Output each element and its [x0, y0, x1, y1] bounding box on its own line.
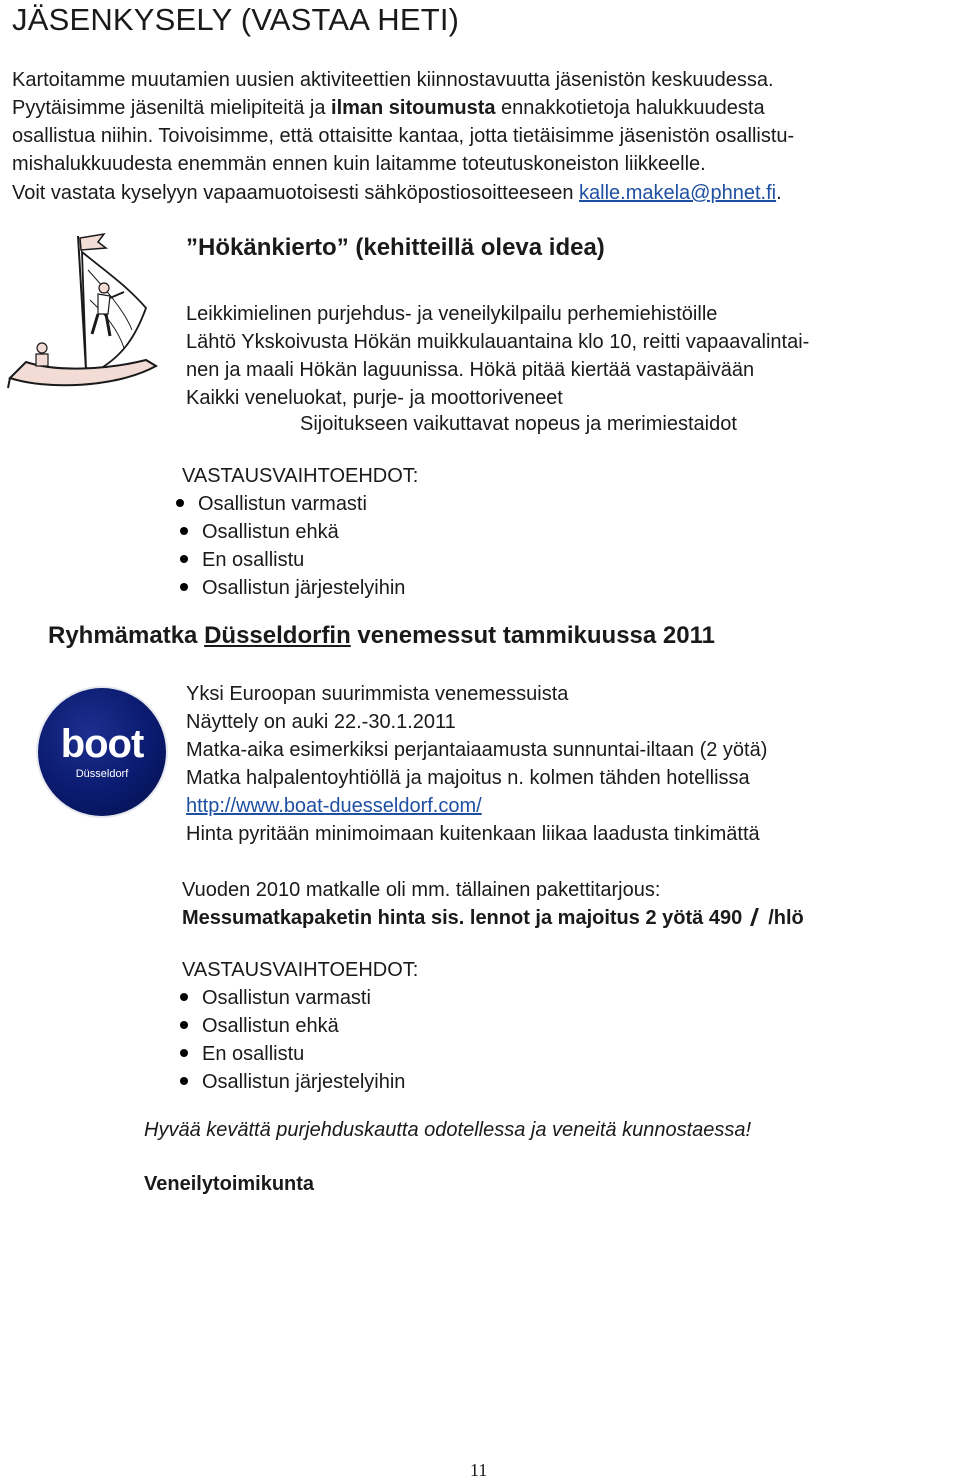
section1-line-3: nen ja maali Hökän laguunissa. Hökä pitää kiertää vastapäivään: [186, 359, 755, 381]
heading-underlined: Düsseldorfin: [204, 622, 351, 649]
options-label: VASTAUSVAIHTOEHDOT:: [182, 959, 419, 981]
list-item: [176, 984, 371, 1012]
section2-package-price: [182, 904, 804, 932]
sailboat-icon: [6, 230, 166, 395]
bullet-icon: [180, 555, 188, 563]
closing-greeting: Hyvää kevättä purjehduskautta odotellessa ja veneitä kunnostaessa!: [144, 1119, 752, 1141]
option-label: Osallistun varmasti: [202, 987, 371, 1009]
bullet-icon: [180, 583, 188, 591]
option-label: En osallistu: [202, 549, 305, 571]
euro-sign-missing-glyph: [750, 908, 760, 926]
list-item: [176, 1012, 339, 1040]
bullet-icon: [176, 499, 184, 507]
logo-sub: Düsseldorf: [75, 768, 129, 780]
option-label: Osallistun järjestelyihin: [202, 1071, 406, 1093]
list-item: [176, 546, 304, 574]
intro-line-4: mishalukkuudesta enemmän ennen kuin laitamme toteutuskoneiston liikkeelle.: [12, 153, 706, 175]
heading-tail: venemessut tammikuussa 2011: [350, 622, 715, 649]
intro-line-2-tail: ennakkotietoja halukkuudesta: [495, 97, 765, 119]
email-link[interactable]: kalle.makela@phnet.fi: [579, 182, 777, 204]
section2-line-4: Matka halpalentoyhtiöllä ja majoitus n. kolmen tähden hotellissa: [186, 767, 750, 789]
intro-line-2-text: Pyytäisimme jäseniltä mielipiteitä ja: [12, 97, 332, 119]
option-label: Osallistun ehkä: [202, 1015, 339, 1037]
bullet-icon: [180, 527, 188, 535]
section2-line-3: Matka-aika esimerkiksi perjantaiaamusta sunnuntai-iltaan (2 yötä): [186, 739, 768, 761]
intro-line-5-tail: .: [776, 182, 782, 204]
package-price-text: Messumatkapaketin hinta sis. lennot ja majoitus 2 yötä 490: [182, 907, 743, 929]
bullet-icon: [180, 1077, 188, 1085]
section1-line-5: Sijoitukseen vaikuttavat nopeus ja merimiestaidot: [300, 413, 737, 435]
section2-line-1: Yksi Euroopan suurimmista venemessuista: [186, 683, 569, 705]
boot-website-link[interactable]: http://www.boat-duesseldorf.com/: [186, 795, 482, 817]
heading-text: Ryhmämatka: [48, 622, 205, 649]
option-label: Osallistun ehkä: [202, 521, 339, 543]
section1-line-1: Leikkimielinen purjehdus- ja veneilykilpailu perhemiehistöille: [186, 303, 718, 325]
logo-word: boot: [60, 722, 144, 766]
bullet-icon: [180, 1049, 188, 1057]
package-price-tail: /hlö: [768, 907, 804, 929]
option-label: Osallistun varmasti: [198, 493, 367, 515]
bullet-icon: [180, 993, 188, 1001]
section2-prev-offer: Vuoden 2010 matkalle oli mm. tällainen pakettitarjous:: [182, 879, 661, 901]
section1-line-4: Kaikki veneluokat, purje- ja moottoriveneet: [186, 387, 563, 409]
options-label: VASTAUSVAIHTOEHDOT:: [182, 465, 419, 487]
page-number: 11: [470, 1460, 488, 1480]
bullet-icon: [180, 1021, 188, 1029]
list-item: [176, 1040, 304, 1068]
option-label: En osallistu: [202, 1043, 305, 1065]
section-heading-hokankierto: ”Hökänkierto” (kehitteillä oleva idea): [186, 234, 605, 261]
list-item: [176, 1068, 405, 1096]
intro-line-1: Kartoitamme muutamien uusien aktiviteettien kiinnostavuutta jäsenistön keskuudessa.: [12, 69, 774, 91]
section2-price-line: Hinta pyritään minimoimaan kuitenkaan liikaa laadusta tinkimättä: [186, 823, 760, 845]
intro-line-5-text: Voit vastata kyselyyn vapaamuotoisesti sähköpostiosoitteeseen: [12, 182, 579, 204]
section1-line-2: Lähtö Ykskoivusta Hökän muikkulauantaina klo 10, reitti vapaavalintai-: [186, 331, 810, 353]
list-item: [172, 490, 367, 518]
list-item: [176, 574, 405, 602]
intro-line-5: [12, 179, 782, 207]
section2-line-2: Näyttely on auki 22.-30.1.2011: [186, 711, 456, 733]
list-item: [176, 518, 339, 546]
no-commitment-emphasis: ilman sitoumusta: [331, 97, 496, 119]
intro-line-2: [12, 94, 765, 122]
signature: Veneilytoimikunta: [144, 1173, 315, 1195]
section-heading-dusseldorf: [48, 622, 715, 650]
option-label: Osallistun järjestelyihin: [202, 577, 406, 599]
boot-logo: [38, 688, 166, 816]
page-title: JÄSENKYSELY (VASTAA HETI): [12, 2, 460, 37]
intro-line-3: osallistua niihin. Toivoisimme, että ottaisitte kantaa, jotta tietäisimme jäsenistön osallistu-: [12, 125, 795, 147]
